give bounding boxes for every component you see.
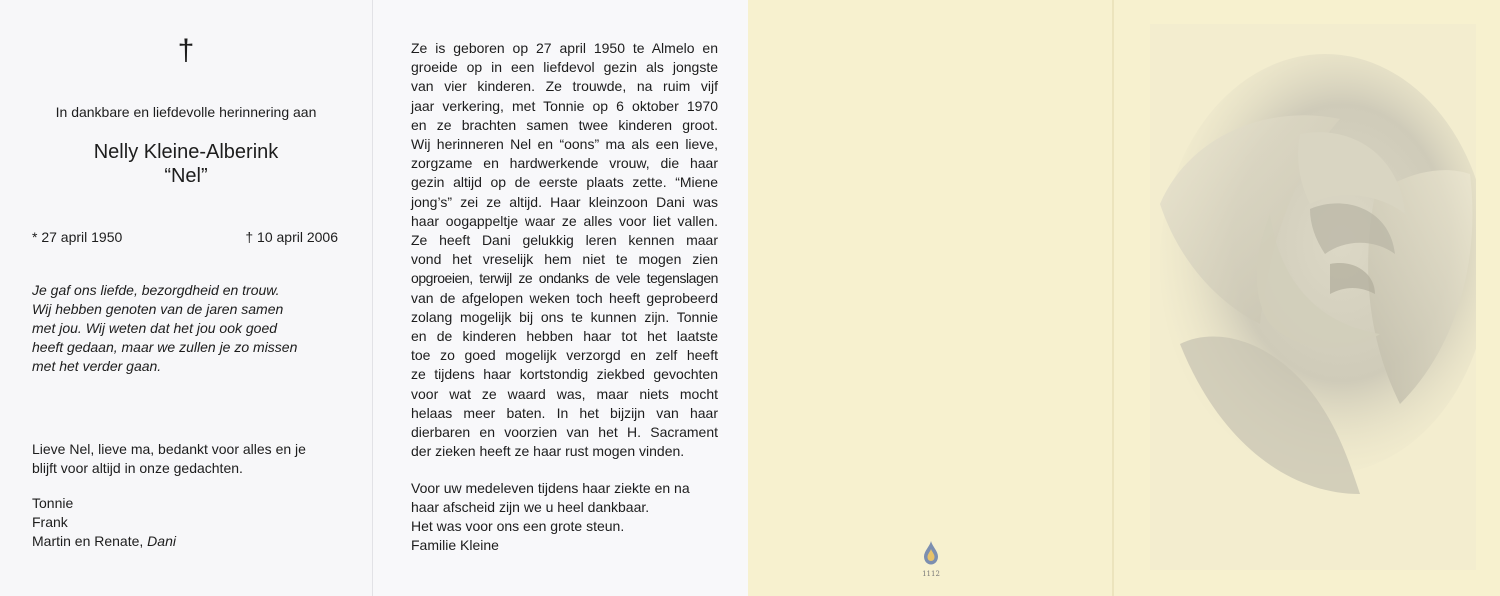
bio-line: Ze is geboren op 27 april 1950 te Almelo en bbox=[411, 40, 718, 56]
poem-line: met jou. Wij weten dat het jou ook goed bbox=[32, 320, 278, 336]
intro-text: In dankbare en liefdevolle herinnering aan bbox=[55, 104, 317, 120]
poem-line: Wij hebben genoten van de jaren samen bbox=[32, 301, 284, 317]
bio-line: en de kinderen hebben haar tot het laatste bbox=[411, 328, 718, 345]
bio-line: Wij herinneren Nel en “oons” ma als een lieve, bbox=[411, 136, 718, 153]
bio-line: toe zo goed mogelijk verzorgd en zelf heeft bbox=[411, 347, 718, 364]
rose-icon bbox=[1150, 24, 1476, 570]
deceased-name: Nelly Kleine-Alberink bbox=[93, 141, 279, 163]
bio-line: zolang mogelijk bij ons te kunnen zijn. Tonnie bbox=[411, 308, 718, 325]
bio-line: vond het vreselijk hem niet te mogen zien bbox=[411, 251, 718, 268]
bio-line: helaas meer baten. In het bijzijn van haar bbox=[411, 404, 718, 421]
death-date: † 10 april 2006 bbox=[245, 229, 338, 245]
signature-line bbox=[32, 532, 176, 551]
closing-message bbox=[411, 479, 690, 555]
bio-line: jaar verkering, met Tonnie op 6 oktober 1970 bbox=[411, 97, 718, 114]
cross-symbol: † bbox=[177, 34, 195, 67]
bio-line: dierbaren en voorzien van het H. Sacrament bbox=[411, 424, 718, 441]
bio-line: zorgzame en hardwerkende vrouw, die haar bbox=[411, 155, 718, 172]
bio-line: Ze heeft Dani gelukkig leren kennen maar bbox=[411, 232, 718, 249]
poem bbox=[32, 281, 316, 376]
deceased-nickname: “Nel” bbox=[164, 165, 208, 187]
bio-line: voor wat ze waard was, maar niets mocht bbox=[411, 385, 718, 402]
closing-line: Familie Kleine bbox=[411, 537, 499, 553]
closing-line: Voor uw medeleven tijdens haar ziekte en na bbox=[411, 480, 690, 496]
bio-line: van vier kinderen. Ze trouwde, na ruim vijf bbox=[411, 78, 718, 95]
signature-names: Martin en Renate, bbox=[32, 533, 148, 549]
bio-line: jong’s” zei ze altijd. Haar kleinzoon Dani was bbox=[411, 193, 718, 210]
flame-drop-logo bbox=[920, 540, 942, 571]
bio-line: der zieken heeft ze haar rust mogen vinden. bbox=[411, 443, 685, 460]
flame-drop-icon bbox=[920, 540, 942, 566]
closing-line: Het was voor ons een grote steun. bbox=[411, 518, 625, 534]
thanks-line: Lieve Nel, lieve ma, bedankt voor alles en je bbox=[32, 441, 306, 457]
birth-date: * 27 april 1950 bbox=[32, 229, 123, 245]
bio-line: ze tijdens haar kortstondig ziekbed gevochten bbox=[411, 366, 718, 383]
bio-line: van de afgelopen weken toch heeft geprobeerd bbox=[411, 289, 718, 306]
signature-grandchild: Dani bbox=[147, 533, 176, 549]
poem-line: Je gaf ons liefde, bezorgdheid en trouw. bbox=[32, 282, 280, 298]
signatures bbox=[32, 494, 176, 551]
bio-line: groeide op in een liefdevol gezin als jongste bbox=[411, 59, 718, 76]
bio-line: opgroeien, terwijl ze ondanks de vele tegenslagen bbox=[411, 270, 718, 287]
signature-line: Tonnie bbox=[32, 495, 74, 511]
poem-line: heeft gedaan, maar we zullen je zo missen bbox=[32, 339, 298, 355]
signature-line: Frank bbox=[32, 514, 68, 530]
thanks-message bbox=[32, 440, 352, 478]
bio-line: en ze brachten samen twee kinderen groot. bbox=[411, 116, 718, 133]
closing-line: haar afscheid zijn we u heel dankbaar. bbox=[411, 499, 650, 515]
rose-image bbox=[1150, 24, 1476, 570]
card-fold bbox=[1112, 0, 1114, 596]
middle-card-panel bbox=[372, 0, 748, 596]
biography bbox=[411, 39, 718, 461]
poem-line: met het verder gaan. bbox=[32, 358, 162, 374]
card-number: 1112 bbox=[922, 570, 940, 578]
bio-line: gezin altijd op de eerste plaats zette. “Miene bbox=[411, 174, 718, 191]
right-card-panel bbox=[748, 0, 1500, 596]
thanks-line: blijft voor altijd in onze gedachten. bbox=[32, 460, 243, 476]
bio-line: haar oogappeltje waar ze alles voor liet vallen. bbox=[411, 212, 718, 229]
left-card-panel bbox=[0, 0, 372, 596]
